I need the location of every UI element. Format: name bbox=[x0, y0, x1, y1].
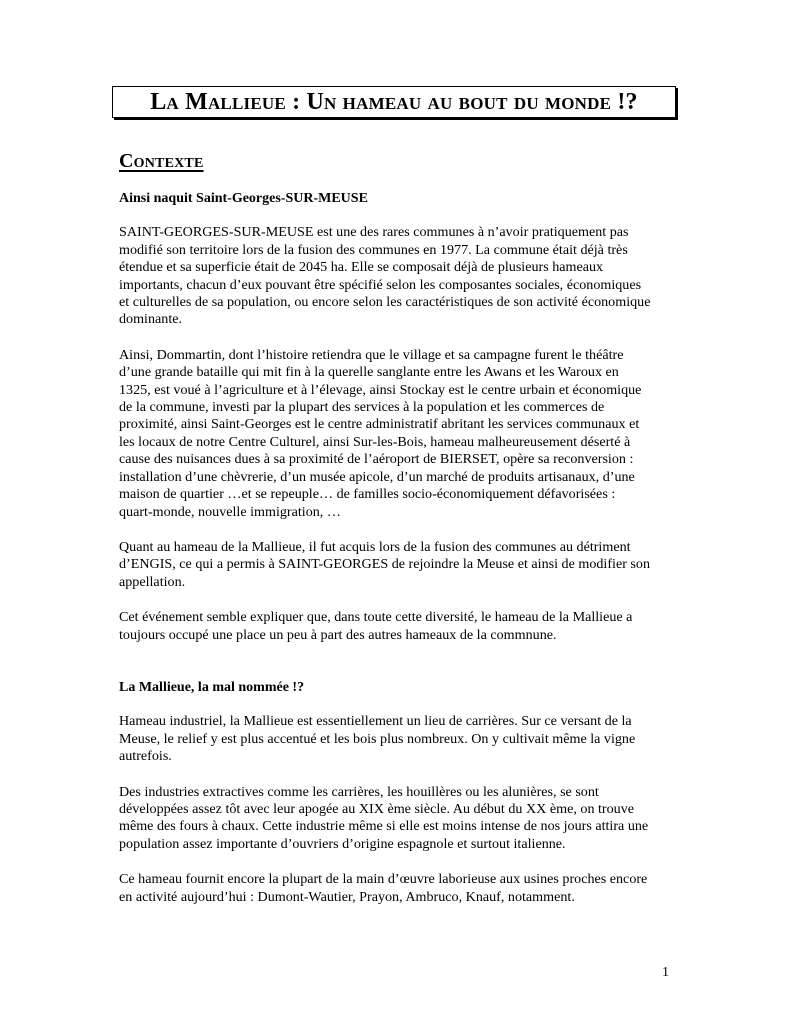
document-body bbox=[119, 190, 675, 906]
document-title: La Mallieue : Un hameau au bout du monde !? bbox=[150, 88, 638, 115]
paragraph-hamlets: Ainsi, Dommartin, dont l’histoire retiendra que le village et sa campagne furent le théâtre d’une grande bataille qui mit fin à la querelle sanglante entre les Awans et les Waroux en 1325, est voué à l’agriculture et à l’élevage, ainsi Stockay est le centre urbain et économique de la commune, investi par la plupart des services à la population et les commerces de proximité, ainsi Saint-Georges est le centre administratif abritant les services communaux et les locaux de notre Centre Culturel, ainsi Sur-les-Bois, hameau malheureusement déserté à cause des nuisances dues à sa proximité de l’aéroport de BIERSET, opère sa reconversion : installation d’une chèvrerie, d’un musée apicole, d’un marché de produits artisanaux, d’une maison de quartier …et se repeuple… de familles socio-économiquement défavorisées : quart-monde, nouvelle immigration, … bbox=[119, 346, 642, 520]
subheading-mal-nommee: La Mallieue, la mal nommée !? bbox=[119, 679, 305, 695]
section-heading-contexte: Contexte bbox=[119, 150, 204, 172]
title-box bbox=[112, 86, 676, 118]
paragraph-mallieue-acquisition: Quant au hameau de la Mallieue, il fut acquis lors de la fusion des communes au détriment d’ENGIS, ce qui a permis à SAINT-GEORGES de rejoindre la Meuse et ainsi de modifier son appellation. bbox=[119, 538, 651, 590]
paragraph-extractive-industries: Des industries extractives comme les carrières, les houillères ou les alunières, se sont développées assez tôt avec leur apogée au XIX ème siècle. Au début du XX ème, on trouve même des fours à chaux. Cette industrie même si elle est moins intense de nos jours attira une population assez importante d’ouvriers d’origine espagnole et surtout italienne. bbox=[119, 783, 649, 852]
subheading-saint-georges: Ainsi naquit Saint-Georges-SUR-MEUSE bbox=[119, 191, 368, 206]
paragraph-territory: SAINT-GEORGES-SUR-MEUSE est une des rares communes à n’avoir pratiquement pas modifié son territoire lors de la fusion des communes en 1977. La commune était déjà très étendue et sa superficie était de 2045 ha. Elle se composait déjà de plusieurs hameaux importants, chacun d’eux pouvant être spécifié selon les composantes sociales, économiques et culturelles de sa population, ou encore selon les caractéristiques de son activité économique dominante. bbox=[119, 224, 651, 328]
paragraph-workforce: Ce hameau fournit encore la plupart de la main d’œuvre laborieuse aux usines proches encore en activité aujourd’hui : Dumont-Wautier, Prayon, Ambruco, Knauf, notamment. bbox=[119, 871, 648, 905]
page-number: 1 bbox=[662, 965, 669, 980]
paragraph-diversity: Cet événement semble expliquer que, dans toute cette diversité, le hameau de la Mallieue a toujours occupé une place un peu à part des autres hameaux de la commnune. bbox=[119, 609, 633, 643]
paragraph-industrial-hamlet: Hameau industriel, la Mallieue est essentiellement un lieu de carrières. Sur ce versant de la Meuse, le relief y est plus accentué et les bois plus nombreux. On y cultivait même la vigne autrefois. bbox=[119, 713, 636, 765]
